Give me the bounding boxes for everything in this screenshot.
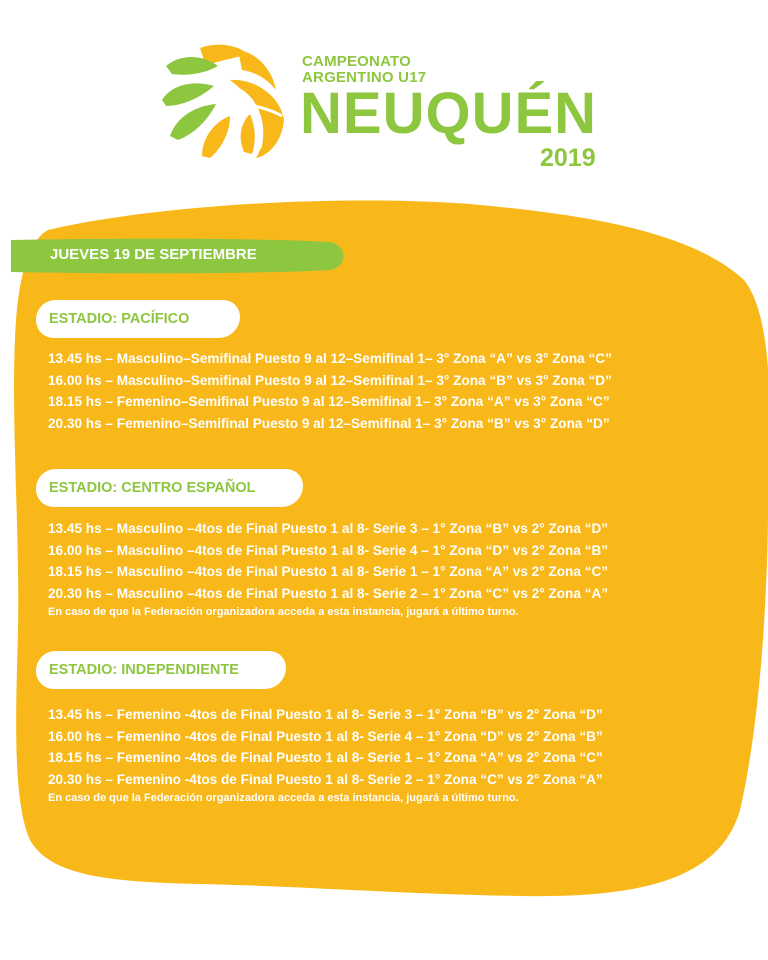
city-title: NEUQUÉN bbox=[300, 81, 598, 146]
game-row: 13.45 hs – Masculino –4tos de Final Puesto 1 al 8- Serie 3 – 1° Zona “B” vs 2° Zona “D” bbox=[48, 521, 609, 536]
year-label: 2019 bbox=[540, 144, 596, 172]
game-row: 13.45 hs – Masculino–Semifinal Puesto 9 al 12–Semifinal 1– 3° Zona “A” vs 3° Zona “C” bbox=[48, 351, 612, 366]
basketball-flower-logo-icon bbox=[160, 40, 290, 160]
venue-pacifico-header bbox=[36, 300, 240, 338]
game-row: 16.00 hs – Femenino -4tos de Final Puesto 1 al 8- Serie 4 – 1° Zona “D” vs 2° Zona “B” bbox=[48, 728, 603, 744]
venue-centro-espanol-games bbox=[48, 518, 608, 604]
game-row: 18.15 hs – Femenino–Semifinal Puesto 9 al 12–Semifinal 1– 3° Zona “A” vs 3° Zona “C” bbox=[48, 394, 610, 409]
header bbox=[0, 0, 768, 195]
title-line-1: CAMPEONATO bbox=[302, 53, 411, 70]
game-row: 13.45 hs – Femenino -4tos de Final Puesto 1 al 8- Serie 3 – 1° Zona “B” vs 2° Zona “D” bbox=[48, 707, 603, 722]
venue-centro-espanol-note: En caso de que la Federación organizadora acceda a esta instancia, jugará a último turno. bbox=[48, 606, 519, 618]
game-row: 16.00 hs – Masculino–Semifinal Puesto 9 al 12–Semifinal 1– 3° Zona “B” vs 3° Zona “D” bbox=[48, 372, 612, 388]
game-row: 16.00 hs – Masculino –4tos de Final Puesto 1 al 8- Serie 4 – 1° Zona “D” vs 2° Zona “B” bbox=[48, 542, 609, 558]
venue-name: ESTADIO: PACÍFICO bbox=[49, 311, 190, 327]
game-row: 20.30 hs – Femenino -4tos de Final Puesto 1 al 8- Serie 2 – 1° Zona “C” vs 2° Zona “A” bbox=[48, 771, 603, 787]
venue-name: ESTADIO: CENTRO ESPAÑOL bbox=[49, 480, 256, 496]
game-row: 20.30 hs – Masculino –4tos de Final Puesto 1 al 8- Serie 2 – 1° Zona “C” vs 2° Zona “A” bbox=[48, 585, 609, 601]
venue-independiente-games bbox=[48, 704, 603, 790]
venue-independiente-note: En caso de que la Federación organizadora acceda a esta instancia, jugará a último turno. bbox=[48, 792, 519, 804]
title-line-2: ARGENTINO U17 bbox=[302, 69, 427, 86]
venue-name: ESTADIO: INDEPENDIENTE bbox=[49, 662, 239, 678]
venue-pacifico-games bbox=[48, 348, 612, 434]
game-row: 20.30 hs – Femenino–Semifinal Puesto 9 al 12–Semifinal 1– 3° Zona “B” vs 3° Zona “D” bbox=[48, 415, 610, 431]
venue-centro-espanol-header bbox=[36, 469, 303, 507]
game-row: 18.15 hs – Femenino -4tos de Final Puesto 1 al 8- Serie 1 – 1° Zona “A” vs 2° Zona “C” bbox=[48, 750, 603, 765]
day-label: JUEVES 19 DE SEPTIEMBRE bbox=[50, 246, 257, 263]
venue-independiente-header bbox=[36, 651, 286, 689]
game-row: 18.15 hs – Masculino –4tos de Final Puesto 1 al 8- Serie 1 – 1° Zona “A” vs 2° Zona “C” bbox=[48, 564, 609, 579]
